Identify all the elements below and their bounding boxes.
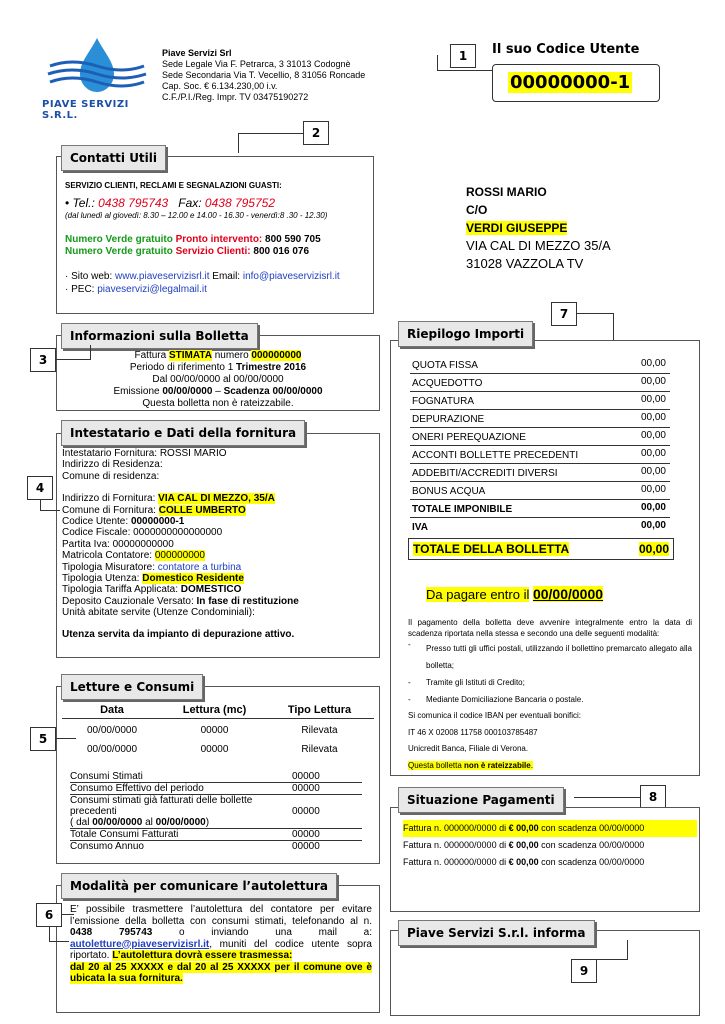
consumo-label: Consumo Annuo (70, 841, 144, 852)
totale-row (408, 538, 674, 560)
consumo-value: 00000 (292, 806, 320, 817)
pagamento-pre: Fattura n. 000000/0000 di (403, 857, 507, 867)
marker-2: 2 (303, 121, 329, 145)
numero-label: numero (214, 350, 249, 361)
periodo-label: Periodo di riferimento 1 (129, 362, 234, 373)
company-name: Piave Servizi Srl (162, 48, 232, 58)
company-info (162, 48, 365, 103)
pagamento-amount: € 00,00 (508, 840, 539, 850)
riepilogo-label: ADDEBITI/ACCREDITI DIVERSI (412, 468, 558, 479)
table-row (62, 744, 374, 755)
marker-8: 8 (640, 785, 666, 809)
codice-title: Il suo Codice Utente (492, 42, 640, 57)
col-tipo: Tipo Lettura (287, 704, 352, 716)
marker-7: 7 (551, 302, 577, 326)
lettura-valore: 00000 (200, 725, 229, 736)
scadenza-label: Scadenza (223, 386, 270, 397)
riepilogo-label: ACQUEDOTTO (412, 378, 483, 389)
intestatario-content (62, 448, 378, 640)
recipient-city: 31028 VAZZOLA TV (466, 256, 584, 271)
pagamenti-tab: Situazione Pagamenti (398, 787, 564, 813)
rate-end: . (530, 760, 533, 770)
pagamento-row (403, 820, 697, 837)
water-drop-icon (42, 36, 152, 96)
intestatario-row: Intestatario Fornitura: ROSSI MARIO (62, 448, 227, 459)
pagamento-pre: Fattura n. 000000/0000 di (403, 823, 507, 833)
recipient-co: C/O (466, 203, 488, 217)
company-line: Cap. Soc. € 6.134.230,00 i.v. (162, 81, 278, 91)
row-label: Indirizzo di Fornitura: (62, 493, 156, 505)
consumo-al-label: al (145, 817, 153, 828)
tipologia-utenza: Domestico Residente (142, 573, 244, 585)
consumo-value: 00000 (292, 771, 320, 782)
pec-link[interactable]: piaveservizi@legalmail.it (97, 284, 207, 295)
recipient-address (466, 183, 611, 273)
riepilogo-value: 00,00 (640, 376, 666, 387)
tel-number[interactable]: 0438 795743 (98, 196, 169, 210)
informa-tab: Piave Servizi S.r.l. informa (398, 920, 595, 946)
riepilogo-row (410, 357, 670, 374)
riepilogo-row (410, 483, 670, 500)
pagamento-post: con scadenza 00/00/0000 (541, 823, 645, 833)
fattura-label: Fattura (134, 350, 167, 361)
marker-4: 4 (27, 476, 53, 500)
intestatario-row: Indirizzo di Residenza: (62, 459, 163, 471)
autolettura-email[interactable]: autoletture@piaveservizisrl.it (70, 938, 210, 950)
consumo-label: Consumo Effettivo del periodo (70, 783, 204, 794)
contatti-content (65, 181, 370, 295)
marker-1: 1 (450, 44, 476, 68)
partita-iva: 00000000000 (112, 538, 174, 550)
email-link[interactable]: info@piaveservizisrl.it (242, 271, 340, 282)
riepilogo-row (410, 501, 670, 518)
consumo-value: 00000 (292, 829, 320, 840)
iban-value: IT 46 X 02008 11758 000103785487 (408, 727, 538, 737)
fax-number: 0438 795752 (204, 196, 275, 210)
nv1-service: Pronto intervento: (175, 234, 263, 245)
company-line: Sede Legale Via F. Petrarca, 3 31013 Codognè (162, 59, 351, 69)
row-label: Deposito Cauzionale Versato: (62, 595, 194, 607)
riepilogo-value: 00,00 (640, 358, 666, 369)
pagamento-info-text: Il pagamento della bolletta deve avvenire integralmente entro la data di scadenza riportata nella stessa e secondo una delle seguenti modalità: (408, 618, 692, 638)
row-label: Tipologia Utenza: (62, 573, 140, 585)
company-line: Sede Secondaria Via T. Vecellio, 8 31056 Roncade (162, 70, 366, 80)
deposito-cauzionale: In fase di restituzione (196, 595, 299, 607)
rate-text: Questa bolletta (408, 760, 462, 770)
fattura-type: STIMATA (168, 350, 212, 361)
marker-5: 5 (30, 727, 56, 751)
riepilogo-row (410, 447, 670, 464)
riepilogo-label: BONUS ACQUA (412, 486, 486, 497)
codice-utente: 00000000-1 (130, 516, 185, 528)
consumo-label: Totale Consumi Fatturati (70, 829, 179, 840)
pagamenti-list (403, 820, 697, 871)
consumi-table: Consumi Stimati 00000 Consumo Effettivo del periodo 00000 Consumi stimati già fatturati delle bollette precedenti ( dal 00/00/0000 al 00/00/0000) 00000 Totale Consumi Fatturati 00000 Consumo Annuo 00000 (70, 771, 362, 852)
pagamento-post: con scadenza 00/00/0000 (541, 840, 645, 850)
contatti-tab: Contatti Utili (61, 145, 166, 171)
row-label: Codice Utente: (62, 516, 129, 528)
codice-value: 00000000-1 (510, 72, 631, 93)
autolettura-phone[interactable]: 0438 795743 (70, 927, 153, 938)
autolettura-tab: Modalità per comunicare l’autolettura (61, 873, 337, 899)
riepilogo-row (410, 375, 670, 392)
marker-3: 3 (30, 348, 56, 372)
pagare-label: Da pagare entro il (426, 587, 530, 602)
intestatario-row: Comune di residenza: (62, 470, 160, 482)
totale-label: TOTALE DELLA BOLLETTA (413, 542, 570, 556)
fattura-numero: 000000000 (251, 350, 302, 361)
web-link[interactable]: www.piaveservizisrl.it (115, 271, 210, 282)
col-lettura: Lettura (mc) (182, 704, 247, 716)
riepilogo-value: 00,00 (640, 466, 666, 477)
consumo-value: 00000 (292, 841, 320, 852)
riepilogo-row (410, 429, 670, 446)
consumo-label: Consumi Stimati (70, 771, 143, 782)
recipient-co-name: VERDI GIUSEPPE (466, 221, 568, 235)
pagamento-row (403, 837, 697, 854)
recipient-street: VIA CAL DI MEZZO 35/A (466, 238, 611, 253)
consumo-dal-from: 00/00/0000 (92, 817, 143, 828)
bank-name: Unicredit Banca, Filiale di Verona. (408, 744, 529, 753)
pagamento-amount: € 00,00 (508, 857, 539, 867)
pec-label: · PEC: (65, 284, 95, 295)
autolettura-content (70, 904, 372, 985)
iban-label: Si comunica il codice IBAN per eventuali bonifici: (408, 711, 581, 720)
rateizzabile-note: Questa bolletta non è rateizzabile. (142, 398, 294, 409)
pagamento-info: Il pagamento della bolletta deve avvenire integralmente entro la data di scadenza riportata nella stessa e secondo una delle seguenti modalità: - Presso tutti gli uffici postali, utilizzando il bollettino premarcato allegato alla bolletta; - Tramite gli Istituti di Credito; - Mediante Domiciliazione Bancaria o postale. Si comunica il codice IBAN per eventuali bonifici: IT 46 X 02008 11758 000103785487 Unicredit Banca, Filiale di Verona. Questa bolletta non è rateizzabile. (408, 618, 692, 770)
riepilogo-tab: Riepilogo Importi (398, 321, 533, 347)
riepilogo-label: TOTALE IMPONIBILE (412, 504, 513, 515)
pagamento-mode: Mediante Domiciliazione Bancaria o postale. (426, 694, 584, 704)
autolettura-text: E’ possibile trasmettere l’autolettura del contatore per evitare l’emissione della bolletta con consumi stimati, telefonando al n. (70, 904, 372, 927)
email-label: Email: (212, 271, 241, 282)
scadenza-date: 00/00/0000 (272, 386, 323, 397)
tipologia-misuratore: contatore a turbina (157, 561, 242, 573)
lettura-valore: 00000 (200, 744, 229, 755)
riepilogo-label: FOGNATURA (412, 396, 475, 407)
pagamento-mode: Tramite gli Istituti di Credito; (426, 678, 525, 687)
bolletta-content: Fattura STIMATA numero 000000000 Periodo di riferimento 1 Trimestre 2016 Dal 00/00/0000 al 00/00/0000 Emissione 00/00/0000 – Scadenza 00/00/0000 Questa bolletta non è rateizzabile. (60, 350, 376, 410)
row-label: Codice Fiscale: (62, 527, 131, 539)
tipologia-tariffa: DOMESTICO (180, 584, 242, 596)
pagamento-amount: € 00,00 (508, 823, 539, 833)
company-line: C.F./P.I./Reg. Impr. TV 03475190272 (162, 92, 309, 102)
lettura-tipo: Rilevata (301, 744, 338, 755)
nv1-label: Numero Verde gratuito (65, 234, 173, 245)
pagare-date: 00/00/0000 (532, 586, 604, 602)
indirizzo-fornitura: VIA CAL DI MEZZO, 35/A (158, 493, 275, 505)
row-label: Matricola Contatore: (62, 550, 153, 562)
riepilogo-value: 00,00 (640, 502, 666, 513)
consumo-label: Consumi stimati già fatturati delle bollette precedenti (70, 795, 253, 817)
row-label: Tipologia Tariffa Applicata: (62, 584, 179, 596)
lettura-data: 00/00/0000 (86, 744, 138, 755)
consumo-value: 00000 (292, 783, 320, 794)
riepilogo-row (410, 465, 670, 482)
pagamento-row (403, 854, 697, 871)
autolettura-text: , muniti del codice utente sopra riportato. (70, 938, 372, 961)
nv2-number[interactable]: 800 016 076 (253, 246, 310, 257)
lettura-data: 00/00/0000 (86, 725, 138, 736)
emissione-label: Emissione (113, 386, 160, 397)
autolettura-highlight: L’autolettura dovrà essere trasmessa: (112, 950, 293, 961)
intestatario-tab: Intestatario e Dati della fornitura (61, 420, 305, 446)
consumo-dal-label: ( dal (70, 817, 90, 828)
pagamento-post: con scadenza 00/00/0000 (541, 857, 645, 867)
tel-label: Tel.: (72, 196, 95, 210)
pagare-entro (426, 586, 603, 602)
pagamento-mode: Presso tutti gli uffici postali, utilizzando il bollettino premarcato allegato alla bolletta; (426, 644, 692, 670)
unita-abitate: Unità abitate servite (Utenze Condominiali): (62, 607, 255, 619)
pagamento-pre: Fattura n. 000000/0000 di (403, 840, 507, 850)
riepilogo-label: ACCONTI BOLLETTE PRECEDENTI (412, 450, 579, 461)
letture-tab: Letture e Consumi (61, 674, 203, 700)
letture-table (62, 704, 374, 755)
riepilogo-value: 00,00 (640, 412, 666, 423)
riepilogo-row (410, 393, 670, 410)
table-row (62, 725, 374, 736)
bolletta-tab: Informazioni sulla Bolletta (61, 323, 258, 349)
riepilogo-label: QUOTA FISSA (412, 360, 478, 371)
periodo-value: Trimestre 2016 (236, 362, 307, 373)
riepilogo-value: 00,00 (640, 448, 666, 459)
nv2-label: Numero Verde gratuito (65, 246, 173, 257)
depurazione-note: Utenza servita da impianto di depurazione attivo. (62, 628, 295, 640)
comune-fornitura: COLLE UMBERTO (158, 504, 246, 516)
rate-bold: non è rateizzabile (464, 760, 531, 770)
col-data: Data (100, 704, 124, 716)
riepilogo-row (410, 411, 670, 428)
consumo-dal-to: 00/00/0000 (155, 817, 206, 828)
totale-value: 00,00 (638, 542, 669, 556)
riepilogo-label: DEPURAZIONE (412, 414, 485, 425)
contatti-hours: (dal lunedì al giovedì: 8.30 – 12.00 e 14.00 - 16.30 - venerdì:8 .30 - 12.30) (65, 211, 328, 220)
company-logo (42, 36, 152, 121)
emissione-date: 00/00/0000 (162, 386, 213, 397)
autolettura-text: o inviando una mail a: (179, 927, 372, 938)
marker-6: 6 (36, 903, 62, 927)
contatti-heading: SERVIZIO CLIENTI, RECLAMI E SEGNALAZIONI GUASTI: (65, 181, 282, 190)
riepilogo-label: IVA (412, 522, 428, 533)
autolettura-highlight: dal 20 al 25 XXXXX e dal 20 al 25 XXXXX per il comune ove è ubicata la sua fornitura. (70, 961, 372, 984)
logo-text: PIAVE SERVIZI S.R.L. (42, 99, 129, 121)
periodo-dal: Dal 00/00/0000 al 00/00/0000 (152, 374, 284, 385)
row-label: Comune di Fornitura: (62, 504, 156, 516)
row-label: Tipologia Misuratore: (62, 561, 156, 573)
riepilogo-value: 00,00 (640, 484, 666, 495)
codice-fiscale: 0000000000000000 (133, 527, 223, 539)
riepilogo-label: ONERI PEREQUAZIONE (412, 432, 526, 443)
matricola-contatore: 000000000 (154, 550, 205, 562)
web-label: · Sito web: (65, 271, 113, 282)
fax-label: Fax: (178, 196, 202, 210)
bullet-icon: • (65, 196, 73, 210)
recipient-name: ROSSI MARIO (466, 185, 547, 199)
riepilogo-value: 00,00 (640, 394, 666, 405)
lettura-tipo: Rilevata (301, 725, 338, 736)
marker-9: 9 (571, 959, 597, 983)
riepilogo-value: 00,00 (640, 430, 666, 441)
row-label: Partita Iva: (62, 538, 110, 550)
riepilogo-value: 00,00 (640, 520, 666, 531)
nv2-service: Servizio Clienti: (175, 246, 251, 257)
riepilogo-row (410, 519, 670, 536)
nv1-number[interactable]: 800 590 705 (265, 234, 321, 245)
